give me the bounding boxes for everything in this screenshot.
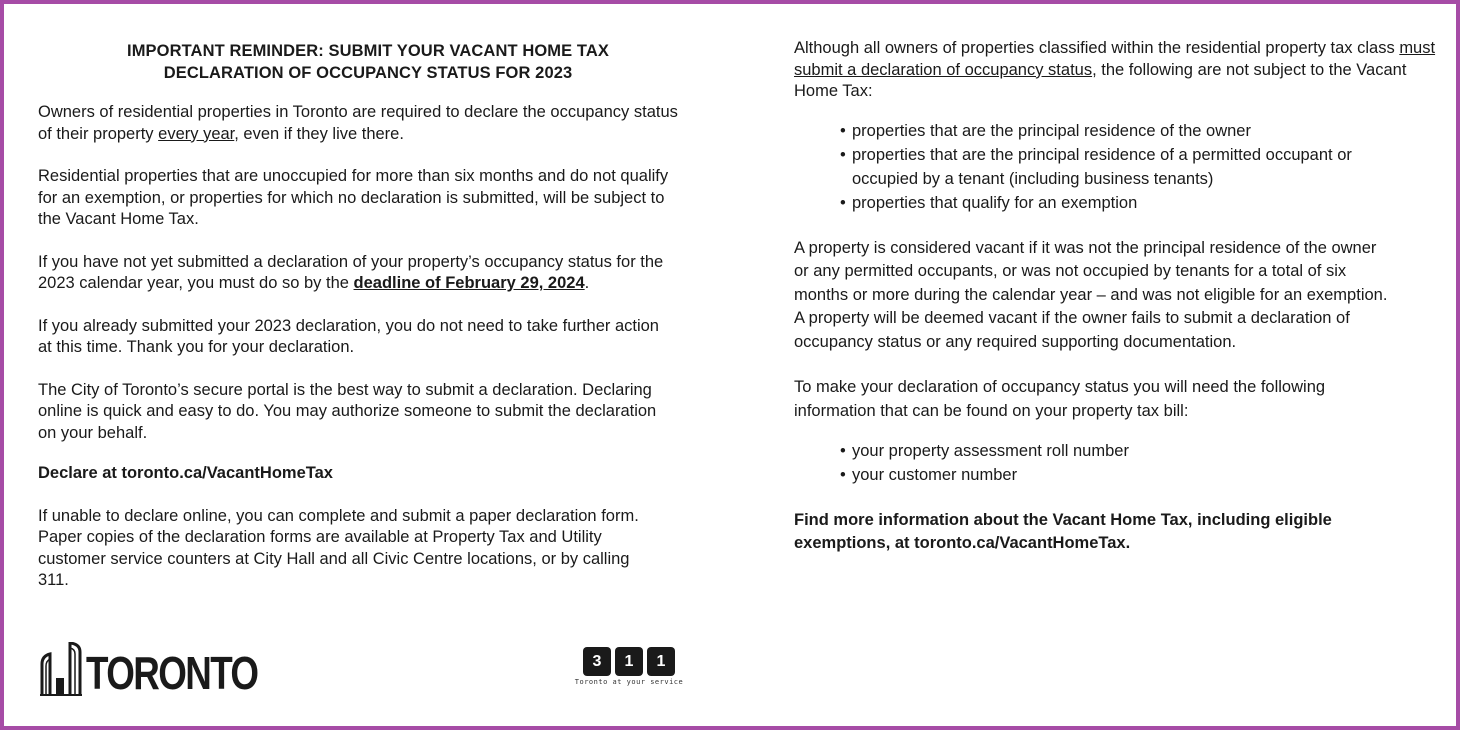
311-logo [570, 647, 688, 686]
list-item: • your customer number [840, 463, 1444, 487]
must-submit-emphasis: must submit a declaration of occupancy status [794, 39, 1436, 79]
left-column [38, 40, 698, 613]
paragraph-secure-portal: The City of Toronto’s secure portal is the best way to submit a declaration. Declaring online is quick and easy to do. You may authorize someone to submit the declaration on your behalf. [38, 380, 657, 442]
list-item: • properties that qualify for an exemption [840, 191, 1380, 215]
paragraph-paper-declaration: If unable to declare online, you can complete and submit a paper declaration form. Paper copies of the declaration forms are available at Property Tax and Utility customer service counters at City Hall and all Civic Centre locations, or by calling 311. [38, 506, 639, 589]
list-item: • properties that are the principal residence of the owner [840, 119, 1380, 143]
list-item: • your property assessment roll number [840, 439, 1444, 463]
paragraph-annual-declaration: Owners of residential properties in Toronto are required to declare the occupancy status of their property every year, even if they live there. [38, 103, 678, 143]
deadline-emphasis: deadline of February 29, 2024 [353, 274, 585, 292]
right-column [794, 38, 1444, 556]
digit-1b: 1 [647, 647, 675, 676]
city-of-toronto-logo [40, 640, 300, 699]
every-year-emphasis: every year [158, 124, 235, 143]
paragraph-all-owners: Although all owners of properties classified within the residential property tax class must submit a declaration of occupancy status, the following are not subject to the Vacant Home Tax: [794, 39, 1436, 100]
paragraph-need-following: To make your declaration of occupancy status you will need the following information that can be found on your property tax bill: [794, 378, 1326, 421]
list-item: • properties that are the principal residence of a permitted occupant or occupied by a tenant (including business tenants) [840, 143, 1380, 191]
not-subject-list [794, 119, 1380, 215]
city-hall-icon [40, 642, 82, 696]
document-heading [38, 40, 698, 84]
311-tagline: Toronto at your service [574, 678, 684, 686]
paragraph-find-more: Find more information about the Vacant Home Tax, including eligible exemptions, at toronto.ca/VacantHomeTax. [794, 510, 1332, 553]
digit-1: 1 [615, 647, 643, 676]
heading-line-1: IMPORTANT REMINDER: SUBMIT YOUR VACANT HOME TAX [127, 42, 609, 60]
declare-online-link: Declare at toronto.ca/VacantHomeTax [38, 464, 333, 482]
toronto-wordmark: TORONTO [86, 647, 258, 699]
heading-line-2: DECLARATION OF OCCUPANCY STATUS FOR 2023 [163, 64, 573, 82]
paragraph-vacant-definition: A property is considered vacant if it was not the principal residence of the owner or any permitted occupants, or was not occupied by tenants for a total of six months or more during the calendar year – and was not eligible for an exemption. A property will be deemed vacant if the owner fails to submit a declaration of occupancy status or any required supporting documentation. [794, 238, 1388, 351]
paragraph-already-submitted: If you already submitted your 2023 declaration, you do not need to take further action at this time. Thank you for your declaration. [38, 316, 659, 356]
311-digits [583, 647, 675, 676]
paragraph-deadline: If you have not yet submitted a declaration of your property’s occupancy status for the 2023 calendar year, you must do so by the deadline of February 29, 2024. [38, 252, 664, 292]
paragraph-unoccupied: Residential properties that are unoccupied for more than six months and do not qualify for an exemption, or properties for which no declaration is submitted, will be subject to the Vacant Home Tax. [38, 167, 669, 228]
digit-3: 3 [583, 647, 611, 676]
tax-bill-info-list [794, 439, 1444, 487]
